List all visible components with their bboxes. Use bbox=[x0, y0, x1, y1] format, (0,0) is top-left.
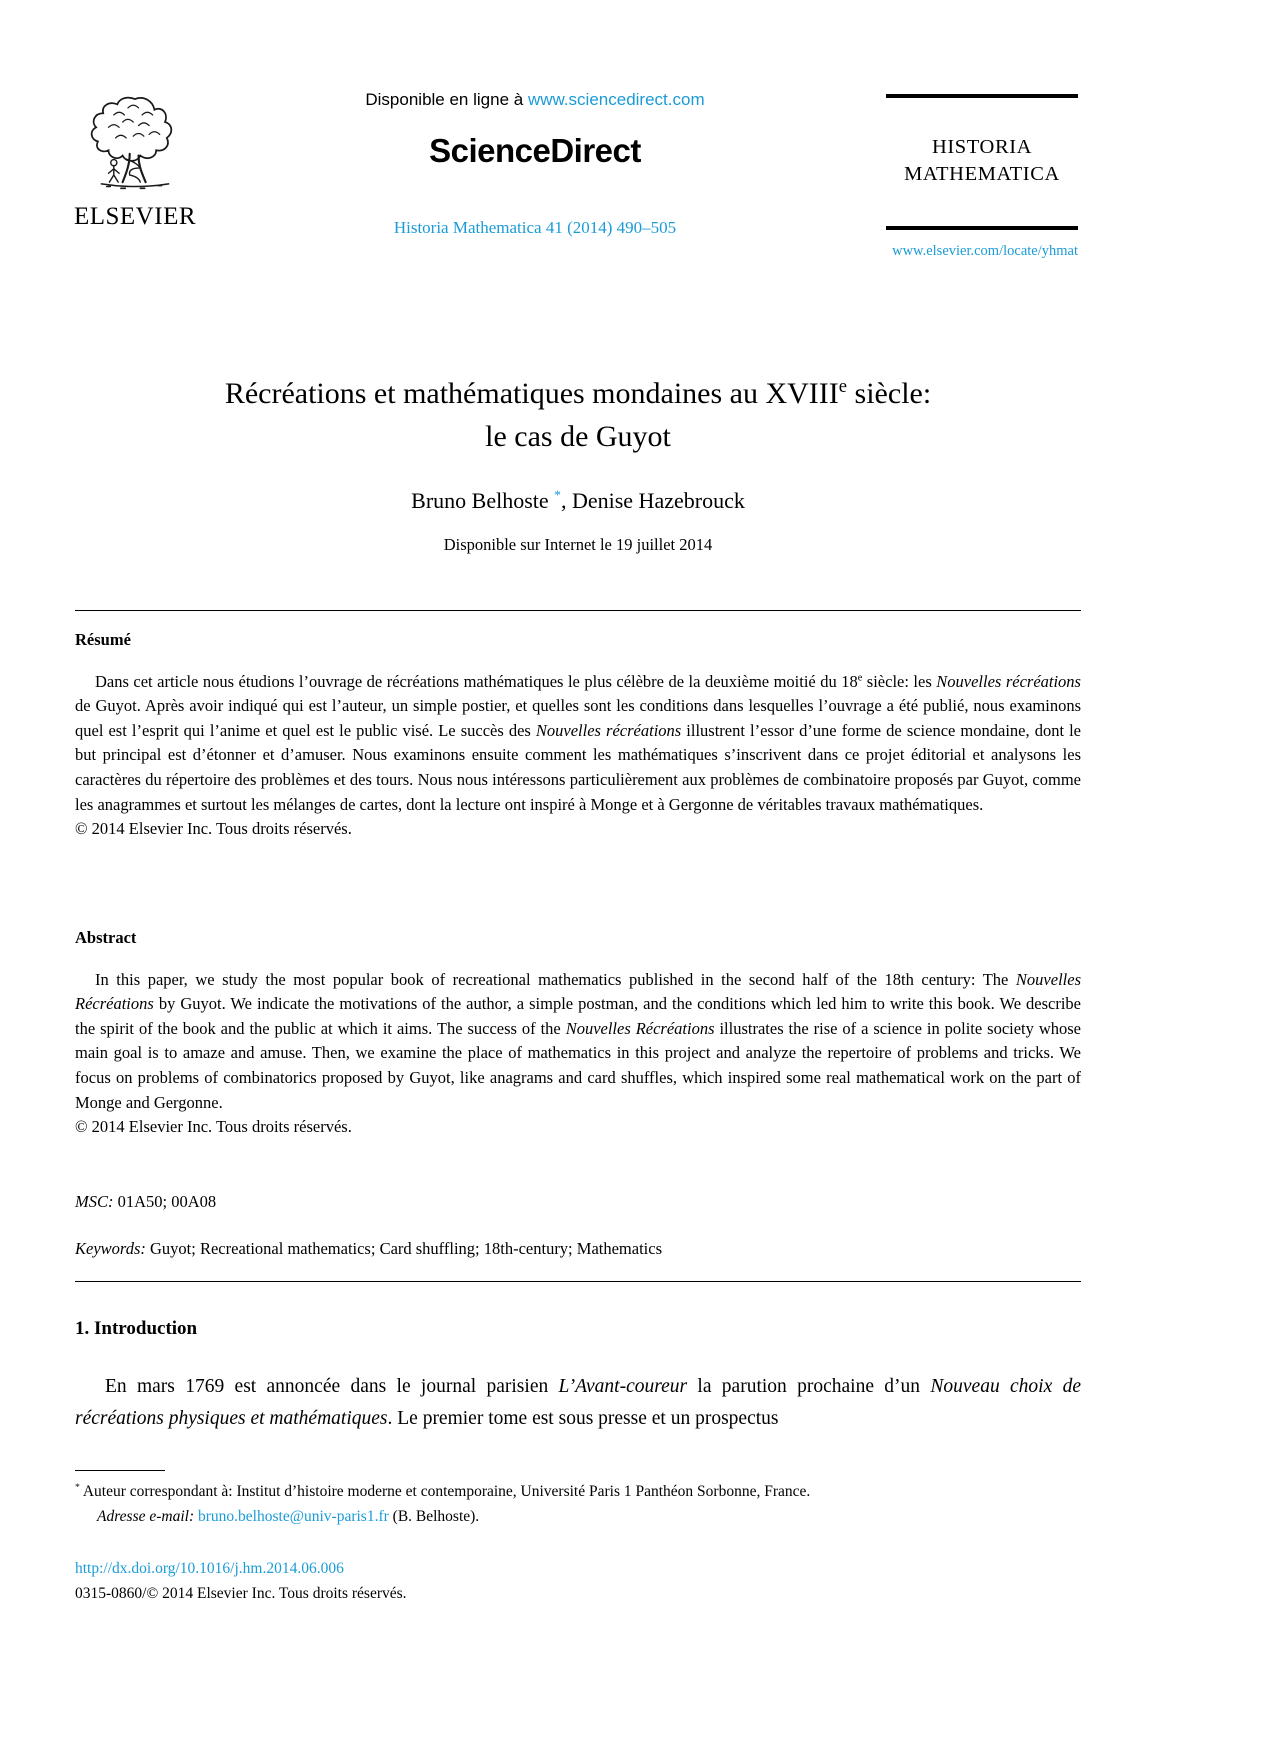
masthead-top-divider bbox=[886, 94, 1078, 98]
text-run: En mars 1769 est annoncée dans le journal parisien bbox=[105, 1376, 559, 1397]
text-run: e bbox=[857, 672, 863, 684]
text-run: Nouveau choix de récréations physiques et mathématiques bbox=[75, 1376, 1081, 1429]
article-title-line2: le cas de Guyot bbox=[485, 420, 671, 453]
resume-heading: Résumé bbox=[75, 630, 131, 649]
text-run: de Guyot. Après avoir indiqué qui est l’auteur, un simple postier, et quelles sont les conditions dans lesquelles l’ouvrage a été publié, nous examinons quel est l’esprit qui l’anime et quel est le public visé. Le succès des bbox=[75, 696, 1081, 740]
abstract-copyright: © 2014 Elsevier Inc. Tous droits réservés. bbox=[75, 1117, 352, 1137]
text-run: Nouvelles Récréations bbox=[565, 1018, 715, 1038]
online-availability-date: Disponible sur Internet le 19 juillet 2014 bbox=[443, 535, 713, 554]
article-title bbox=[75, 372, 1081, 458]
text-run: la parution prochaine d’un bbox=[687, 1376, 931, 1397]
text-run: L’Avant-coureur bbox=[558, 1376, 688, 1397]
sciencedirect-url-link[interactable]: www.sciencedirect.com bbox=[527, 90, 705, 109]
abstract-body bbox=[75, 968, 1081, 1116]
introduction-paragraph bbox=[75, 1371, 1081, 1435]
text-run: MSC: bbox=[75, 1192, 114, 1211]
text-run: by Guyot. We indicate the motivations of the author, a simple postman, and the conditions which led him to write this book. We describe the spirit of the book and the public at which it aims. The success of the bbox=[75, 994, 1081, 1038]
footnote-correspondence bbox=[75, 1479, 1081, 1504]
masthead-line2: MATHEMATICA bbox=[904, 163, 1060, 185]
text-run: Nouvelles Récréations bbox=[75, 969, 1081, 1014]
footnote-correspondence-text: Auteur correspondant à: Institut d’histoire moderne et contemporaine, Université Paris 1 Panthéon Sorbonne, France. bbox=[79, 1483, 811, 1500]
article-title-line1 bbox=[75, 372, 1081, 415]
text-run: 01A50; 00A08 bbox=[113, 1192, 217, 1211]
text-run: siècle: bbox=[847, 377, 932, 410]
footnote-block bbox=[75, 1479, 1081, 1529]
doi-link[interactable]: http://dx.doi.org/10.1016/j.hm.2014.06.006 bbox=[75, 1560, 344, 1577]
text-run: (B. Belhoste). bbox=[388, 1508, 480, 1525]
author-email-link[interactable]: bruno.belhoste@univ-paris1.fr bbox=[198, 1508, 389, 1525]
top-divider bbox=[75, 610, 1081, 611]
masthead-line1: HISTORIA bbox=[931, 136, 1033, 158]
bottom-divider bbox=[75, 1281, 1081, 1282]
available-online-text bbox=[295, 90, 775, 110]
journal-masthead-title bbox=[886, 134, 1078, 188]
text-run: Nouvelles récréations bbox=[936, 671, 1081, 691]
authors-line bbox=[75, 488, 1081, 514]
header-center-block bbox=[295, 90, 775, 260]
journal-masthead-block bbox=[886, 94, 1078, 264]
section-heading-introduction: 1. Introduction bbox=[75, 1318, 198, 1339]
issn-copyright-line: 0315-0860/© 2014 Elsevier Inc. Tous droits réservés. bbox=[75, 1585, 407, 1602]
text-run: Nouvelles récréations bbox=[535, 720, 682, 740]
text-run: e bbox=[838, 376, 848, 397]
footnote-asterisk: * bbox=[75, 1481, 80, 1493]
text-run: Guyot; Recreational mathematics; Card shuffling; 18th-century; Mathematics bbox=[145, 1239, 662, 1258]
keywords-line bbox=[75, 1239, 1081, 1259]
abstract-heading: Abstract bbox=[75, 928, 137, 947]
text-run: Dans cet article nous étudions l’ouvrage de récréations mathématiques le plus célèbre de la deuxième moitié du 18 bbox=[95, 671, 858, 691]
journal-citation-link[interactable]: Historia Mathematica 41 (2014) 490–505 bbox=[393, 218, 677, 237]
text-run: illustrates the rise of a science in polite society whose main goal is to amaze and amuse. Then, we examine the place of mathematics in this project and analyze the repertoire of problems and tricks. We focus on problems of combinatorics proposed by Guyot, like anagrams and card shuffles, which inspired some real mathematical work on the part of Monge and Gergonne. bbox=[75, 1018, 1081, 1112]
text-run: Keywords: bbox=[75, 1239, 146, 1258]
text-run: siècle: les bbox=[862, 671, 937, 691]
masthead-bottom-divider bbox=[886, 226, 1078, 230]
text-run: illustrent l’essor d’une forme de science mondaine, dont le but principal est d’étonner et d’amuser. Nous examinons ensuite comment les mathématiques s’inscrivent dans ce projet éditorial et analysons les caractères du répertoire des problèmes et des tours. Nous nous intéressons particulièrement aux problèmes de combinatoire proposés par Guyot, comme les anagrammes et surtout les mélanges de cartes, dont la lecture ont inspiré à Monge et à Gergonne de véritables travaux mathématiques. bbox=[75, 720, 1082, 814]
footnote-divider bbox=[75, 1470, 165, 1471]
text-run: Récréations et mathématiques mondaines au XVIII bbox=[224, 377, 839, 410]
elsevier-wordmark: ELSEVIER bbox=[73, 203, 197, 230]
elsevier-tree-icon bbox=[79, 92, 191, 198]
footnote-email-line bbox=[75, 1504, 1081, 1529]
corresponding-author-asterisk-link[interactable]: * bbox=[554, 487, 561, 503]
publisher-logo-block bbox=[73, 92, 197, 231]
resume-section bbox=[75, 628, 1081, 842]
abstract-section bbox=[75, 926, 1081, 1140]
resume-body bbox=[75, 670, 1081, 818]
text-run: In this paper, we study the most popular book of recreational mathematics published in the second half of the 18th century: The bbox=[95, 969, 1016, 989]
journal-locate-url-link[interactable]: www.elsevier.com/locate/yhmat bbox=[892, 243, 1078, 259]
msc-codes bbox=[75, 1192, 1081, 1212]
sciencedirect-wordmark: ScienceDirect bbox=[429, 132, 641, 169]
text-run: Disponible en ligne à bbox=[365, 90, 528, 109]
text-run: Bruno Belhoste bbox=[411, 488, 555, 513]
text-run: , Denise Hazebrouck bbox=[560, 488, 745, 513]
resume-copyright: © 2014 Elsevier Inc. Tous droits réservés. bbox=[75, 819, 352, 839]
text-run: Adresse e-mail: bbox=[97, 1508, 199, 1525]
text-run: . Le premier tome est sous presse et un prospectus bbox=[387, 1408, 779, 1429]
